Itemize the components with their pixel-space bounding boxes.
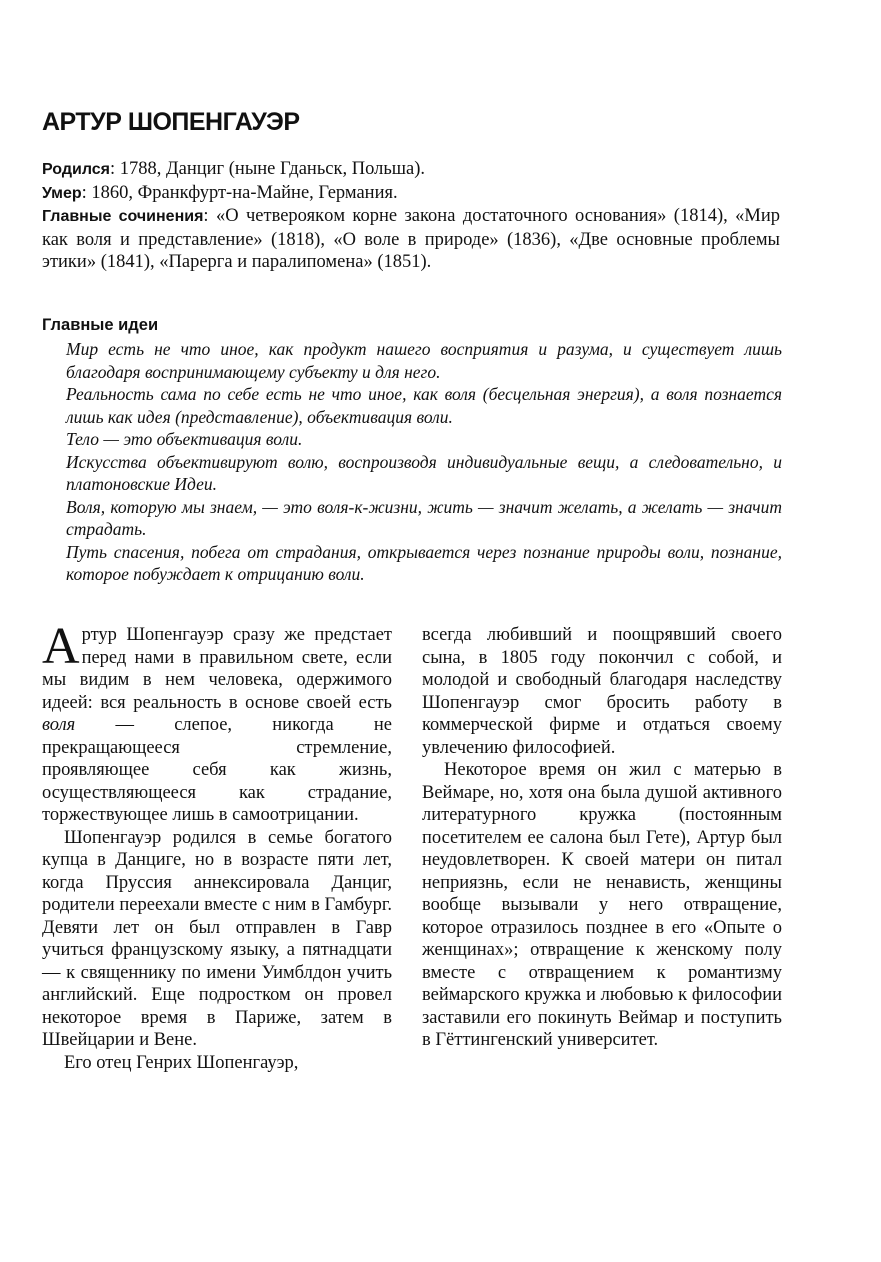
chapter-title: АРТУР ШОПЕНГАУЭР [42,108,300,136]
body-column-right [422,624,782,1052]
body-paragraph: Шопенгауэр родился в семье богатого купца в Данциге, но в возрасте пяти лет, когда Пруссия аннексировала Данциг, родители переехали вместе с ним в Гамбург. Девяти лет он был отправлен в Гавр учиться французскому языку, а пятнадцати — к священнику по имени Уимблдон учить английский. Еще подростком он провел некоторое время в Париже, затем в Швейцарии и Вене. [42,827,392,1050]
idea-item: Тело — это объективация воли. [66,429,303,449]
born-fact [42,158,780,182]
ideas-heading: Главные идеи [42,316,159,334]
body-column-left [42,618,392,1074]
died-label: Умер [42,184,82,202]
works-label: Главные сочинения [42,208,204,225]
idea-item: Реальность сама по себе есть не что иное, как воля (бесцельная энергия), а воля познается лишь как идея (представление), объективация воли. [66,384,782,427]
idea-item: Путь спасения, побега от страдания, открывается через познание природы воли, познание, которое побуждает к отрицанию воли. [66,541,782,584]
emphasis-text: воля [42,715,76,735]
drop-cap: А [42,618,80,675]
born-text: : 1788, Данциг (ныне Гданьск, Польша). [110,159,425,179]
idea-item: Искусства объективируют волю, воспроизводя индивидуальные вещи, а следовательно, и платоновские Идеи. [66,451,782,494]
works-fact [42,205,780,274]
paragraph-text: — слепое, никогда не прекращающееся стремление, проявляющее себя как жизнь, осуществляющееся как страдание, торжествующее лишь в самоотрицании. [42,715,392,825]
idea-item: Мир есть не что иное, как продукт нашего восприятия и разума, и существует лишь благодаря воспринимающему субъекту и для него. [66,339,782,382]
born-label: Родился [42,161,111,178]
died-fact [42,182,780,206]
idea-item: Воля, которую мы знаем, — это воля-к-жизни, жить — значит желать, а желать — значит страдать. [66,496,782,539]
body-paragraph: Его отец Генрих Шопенгауэр, [64,1052,299,1073]
paragraph-text: ртур Шопенгауэр сразу же предстает перед нами в правильном свете, если мы видим в нем человека, одержимого идеей: вся реальность в основе своей есть [42,625,392,713]
biography-facts [42,158,780,274]
body-paragraph: Некоторое время он жил с матерью в Веймаре, но, хотя она была душой активного литературного кружка (постоянным посетителем ее салона был Гете), Артур был неудовлетворен. К своей матери он питал неприязнь, если не ненависть, женщины вообще вызывали у него отвращение, которое отразилось позднее в его «Опыте о женщинах»; отвращение к женскому полу вместе с отвращением к романтизму веймарского кружка и любовью к философии заставили его покинуть Веймар и поступить в Гёттингенский университет. [422,760,782,1050]
works-text: : «О четвероякoм корне закона достаточного основания» (1814), «Мир как воля и представление» (1818), «О воле в природе» (1836), «Две основные проблемы этики» (1841), «Парерга и паралипомена» (1851). [42,206,780,272]
ideas-list [66,338,782,586]
died-text: : 1860, Франкфурт-на-Майне, Германия. [81,182,398,203]
body-paragraph: всегда любивший и поощрявший своего сына, в 1805 году покончил с собой, и молодой и свободный благодаря наследству Шопенгауэр смог бросить работу в коммерческой фирме и отдаться своему увлечению философией. [422,625,782,758]
body-paragraph [42,618,392,827]
